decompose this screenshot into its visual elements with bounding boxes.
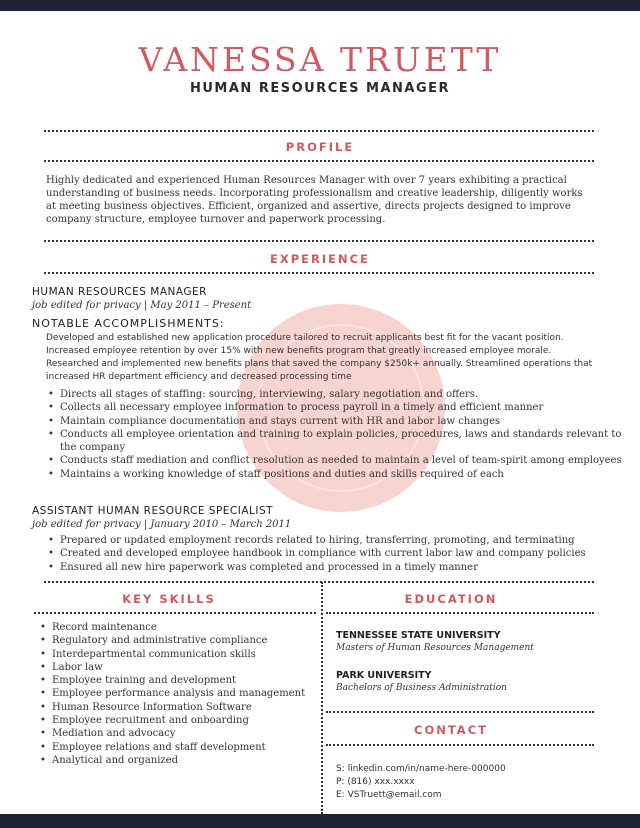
notable-heading: NOTABLE ACCOMPLISHMENTS: bbox=[32, 317, 225, 330]
job-1-bullet: • Maintains a working knowledge of staff positions and duties and skills required of each bbox=[46, 468, 632, 481]
job-1-bullet: • Collects all necessary employee information to process payroll in a timely and efficient manner bbox=[46, 401, 632, 414]
job-subtitle-1: job edited for privacy | May 2011 – Present bbox=[32, 300, 252, 311]
contact-email[interactable]: E: VSTruett@email.com bbox=[336, 790, 442, 800]
job-title-2: ASSISTANT HUMAN RESOURCE SPECIALIST bbox=[32, 505, 274, 517]
skill-item: • Employee recruitment and onboarding bbox=[38, 714, 316, 727]
job-1-bullet: • Directs all stages of staffing: sourcing, interviewing, salary negotiation and offers. bbox=[46, 388, 632, 401]
bottom-section-divider bbox=[44, 581, 594, 583]
skill-item: • Employee performance analysis and management bbox=[38, 687, 316, 700]
notable-text: Developed and established new application procedure tailored to recruit applicants best fit for the vacant position. Increased employee retention by over 15% with new benefits program that greatly increased employee morale. Researched and implemented new benefits plans that saved the company $250k+ annually. Streamlined operations that increased HR department efficiency and decreased processing time bbox=[46, 333, 593, 382]
job-1-bullet: • Conducts staff mediation and conflict resolution as needed to maintain a level of team-spirit among employees bbox=[46, 454, 632, 467]
job-subtitle-2: job edited for privacy | January 2010 – March 2011 bbox=[32, 519, 292, 530]
job-2-bullet: • Created and developed employee handbook in compliance with current labor law and company policies bbox=[46, 547, 632, 560]
school-name-2: PARK UNIVERSITY bbox=[336, 670, 432, 681]
skill-item: • Employee training and development bbox=[38, 674, 316, 687]
job-1-bullet: • Conducts all employee orientation and training to explain policies, procedures, laws and standards relevant to the company bbox=[46, 428, 632, 455]
skills-heading-divider bbox=[34, 612, 316, 614]
skill-item: • Human Resource Information Software bbox=[38, 701, 316, 714]
job-title-1: HUMAN RESOURCES MANAGER bbox=[32, 286, 207, 298]
experience-heading-divider bbox=[44, 272, 594, 274]
skill-item: • Labor law bbox=[38, 661, 316, 674]
job-1-bullets bbox=[46, 388, 632, 481]
profile-heading-divider bbox=[44, 160, 594, 162]
job-1-bullet: • Maintain compliance documentation and stays current with HR and labor law changes bbox=[46, 415, 632, 428]
job-2-bullet: • Prepared or updated employment records related to hiring, transferring, promoting, and terminating bbox=[46, 534, 632, 547]
experience-heading: EXPERIENCE bbox=[270, 252, 370, 266]
profile-heading: PROFILE bbox=[285, 140, 355, 154]
skill-item: • Employee relations and staff development bbox=[38, 741, 316, 754]
contact-top-divider bbox=[326, 711, 594, 713]
candidate-title: HUMAN RESOURCES MANAGER bbox=[189, 81, 451, 96]
top-bar bbox=[0, 0, 640, 11]
bottom-bar bbox=[0, 814, 640, 828]
skill-item: • Analytical and organized bbox=[38, 754, 316, 767]
skill-item: • Mediation and advocacy bbox=[38, 727, 316, 740]
skills-heading: KEY SKILLS bbox=[122, 592, 216, 606]
skill-item: • Record maintenance bbox=[38, 621, 316, 634]
contact-heading: CONTACT bbox=[414, 723, 488, 737]
contact-linkedin[interactable]: S: linkedin.com/in/name-here-000000 bbox=[336, 764, 506, 774]
profile-text: Highly dedicated and experienced Human Resources Manager with over 7 years exhibiting a practical understanding of business needs. Incorporating professionalism and creative leadership, diligently works at meeting business objectives. Efficient, organized and assertive, directs projects designed to improve company structure, employee turnover and paperwork processing. bbox=[46, 175, 583, 225]
column-divider bbox=[321, 582, 323, 814]
contact-heading-divider bbox=[326, 744, 594, 746]
experience-top-divider bbox=[44, 240, 594, 242]
skill-item: • Interdepartmental communication skills bbox=[38, 648, 316, 661]
skills-list bbox=[38, 621, 316, 767]
school-degree-2: Bachelors of Business Administration bbox=[336, 683, 507, 693]
education-heading: EDUCATION bbox=[404, 592, 498, 606]
skill-item: • Regulatory and administrative compliance bbox=[38, 634, 316, 647]
profile-top-divider bbox=[44, 130, 594, 132]
school-name-1: TENNESSEE STATE UNIVERSITY bbox=[336, 630, 501, 641]
candidate-name: VANESSA TRUETT bbox=[138, 40, 502, 79]
job-2-bullet: • Ensured all new hire paperwork was completed and processed in a timely manner bbox=[46, 561, 632, 574]
school-degree-1: Masters of Human Resources Management bbox=[336, 643, 534, 653]
education-heading-divider bbox=[326, 612, 594, 614]
job-2-bullets bbox=[46, 534, 632, 574]
contact-phone[interactable]: P: (816) xxx.xxxx bbox=[336, 777, 415, 787]
